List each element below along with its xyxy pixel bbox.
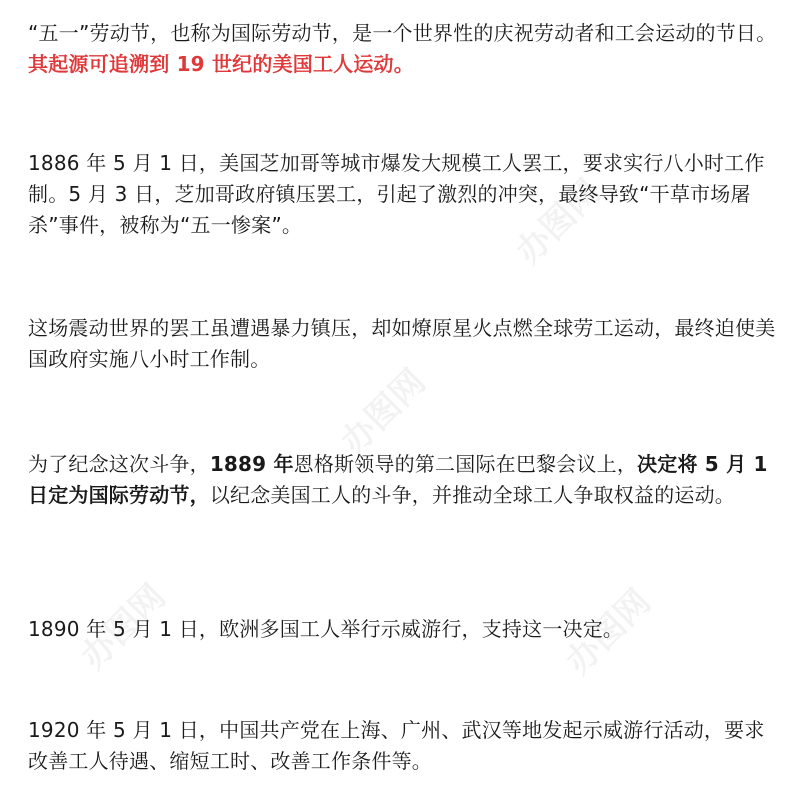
demonstration-text: 1890 年 5 月 1 日，欧洲多国工人举行示威游行，支持这一决定。 (28, 617, 624, 641)
watermark: 办图网 (73, 576, 174, 678)
paragraph-1886-strike (28, 148, 778, 241)
watermark: 办图网 (558, 581, 659, 683)
decision-post: 以纪念美国工人的斗争，并推动全球工人争取权益的运动。 (209, 483, 736, 507)
paragraph-1920-china (28, 715, 778, 777)
paragraph-1889-decision (28, 449, 778, 511)
decision-pre: 为了纪念这次斗争， (28, 452, 210, 476)
watermark: 办图网 (333, 361, 434, 463)
decision-year: 1889 年 (209, 452, 294, 476)
paragraph-1890-demonstration (28, 614, 778, 645)
strike-text: 1886 年 5 月 1 日，美国芝加哥等城市爆发大规模工人罢工，要求实行八小时工作制。5 月 3 日，芝加哥政府镇压罢工，引起了激烈的冲突，最终导致“干草市场屠杀”事件，被称为“五一惨案”。 (28, 151, 765, 237)
watermark: 办图网 (508, 171, 609, 273)
decision-highlight: 决定将 5 月 1 日定为国际劳动节， (28, 452, 768, 507)
paragraph-global-movement (28, 313, 778, 375)
intro-text: “五一”劳动节，也称为国际劳动节，是一个世界性的庆祝劳动者和工会运动的节日。 (28, 21, 777, 45)
decision-mid: 恩格斯领导的第二国际在巴黎会议上， (293, 452, 638, 476)
paragraph-intro (28, 18, 778, 80)
china-text: 1920 年 5 月 1 日，中国共产党在上海、广州、武汉等地发起示威游行活动，要求改善工人待遇、缩短工时、改善工作条件等。 (28, 718, 765, 773)
intro-highlight: 其起源可追溯到 19 世纪的美国工人运动。 (28, 52, 414, 76)
movement-text: 这场震动世界的罢工虽遭遇暴力镇压，却如燎原星火点燃全球劳工运动，最终迫使美国政府实施八小时工作制。 (28, 316, 776, 371)
